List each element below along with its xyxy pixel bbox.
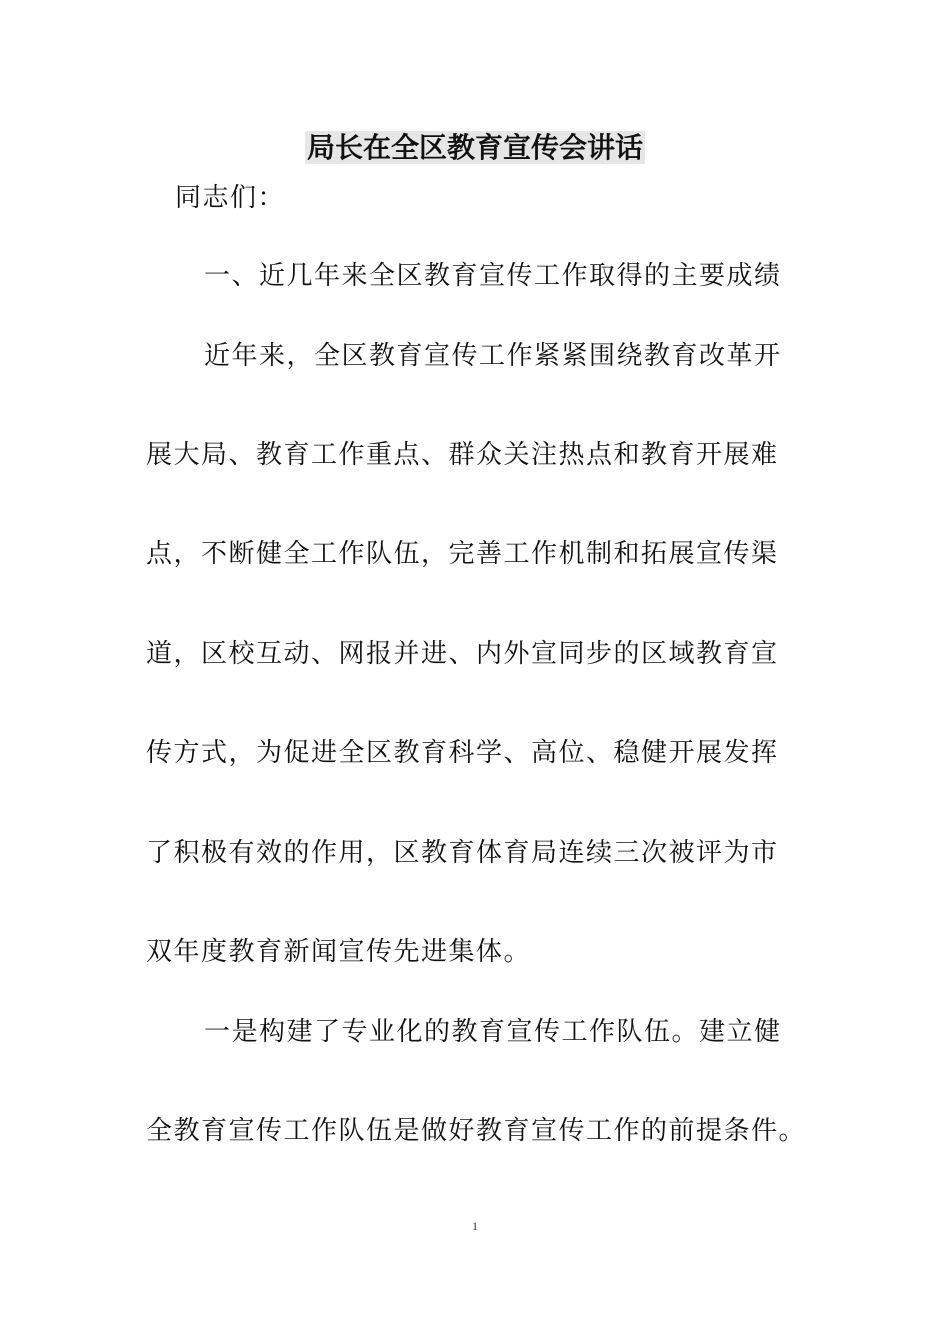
paragraph-1-line-1: 近年来，全区教育宣传工作紧紧围绕教育改革开 [204,341,782,371]
paragraph-1-line-6: 了积极有效的作用，区教育体育局连续三次被评为市 [146,838,779,868]
document-title-text: 局长在全区教育宣传会讲话 [306,131,643,164]
document-title [0,128,950,168]
paragraph-1-line-5: 传方式，为促进全区教育科学、高位、稳健开展发挥 [146,738,779,768]
greeting: 同志们： [175,183,286,213]
paragraph-1-line-2: 展大局、教育工作重点、群众关注热点和教育开展难 [146,440,779,470]
paragraph-1-line-3: 点，不断健全工作队伍，完善工作机制和拓展宣传渠 [146,539,779,569]
paragraph-1-line-7: 双年度教育新闻宣传先进集体。 [146,937,532,967]
page-number: 1 [472,1219,478,1233]
section-heading: 一、近几年来全区教育宣传工作取得的主要成绩 [204,261,782,291]
paragraph-1-line-4: 道，区校互动、网报并进、内外宣同步的区域教育宣 [146,639,779,669]
paragraph-2-line-1: 一是构建了专业化的教育宣传工作队伍。建立健 [204,1017,782,1047]
paragraph-2-line-2: 全教育宣传工作队伍是做好教育宣传工作的前提条件。 [146,1116,807,1146]
